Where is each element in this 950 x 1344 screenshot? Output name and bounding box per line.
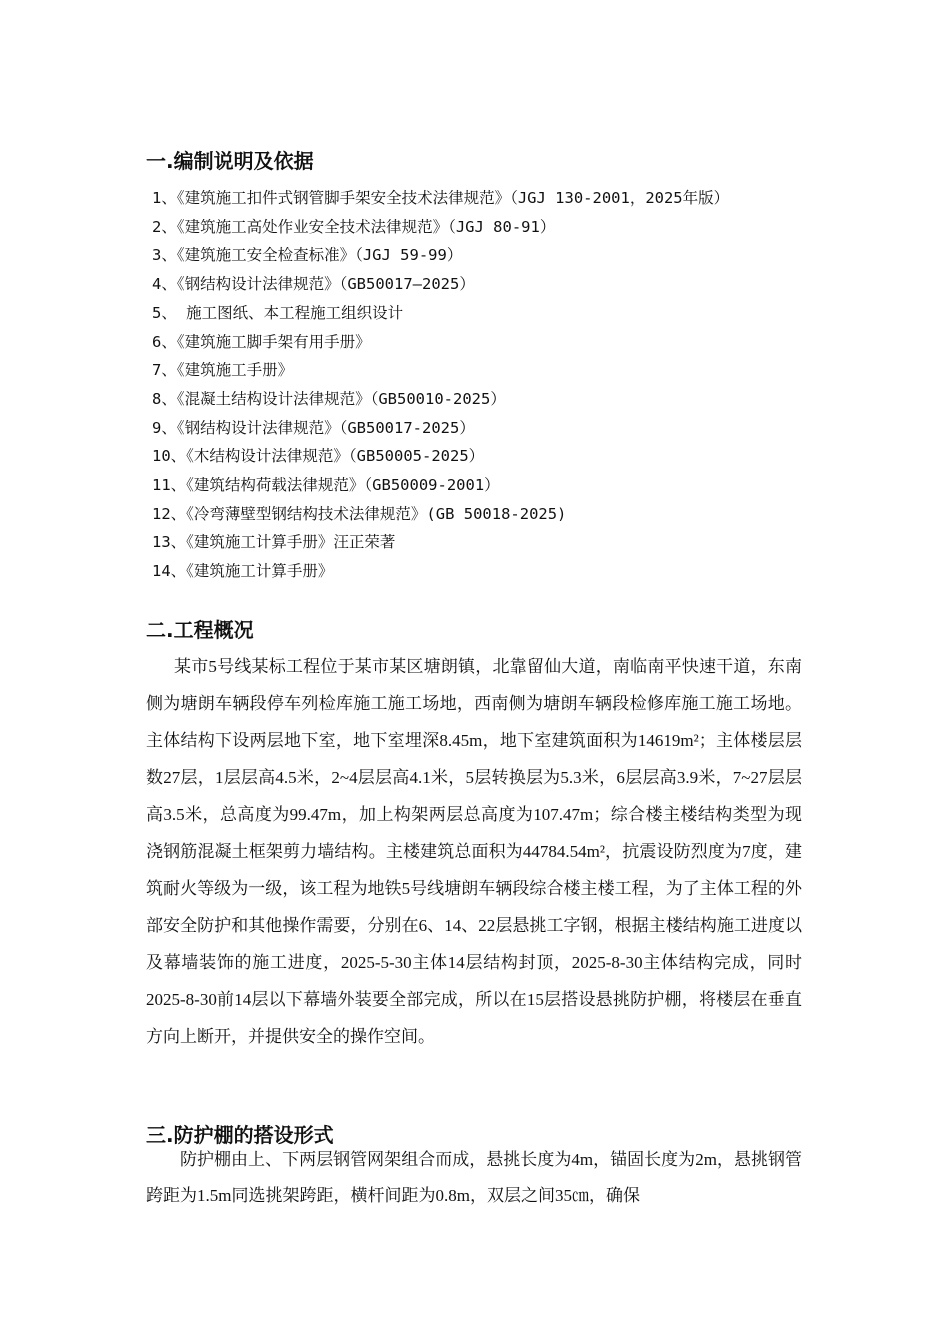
- list-item: 3、《建筑施工安全检查标准》（JGJ 59-99）: [152, 246, 463, 265]
- list-item: 12、《冷弯薄壁型钢结构技术法律规范》(GB 50018-2025): [152, 504, 567, 523]
- list-item: 5、 施工图纸、本工程施工组织设计: [152, 303, 404, 322]
- list-item: 14、《建筑施工计算手册》: [152, 562, 334, 581]
- reference-list: [146, 184, 806, 586]
- section-3-heading: 三.防护棚的搭设形式: [146, 1123, 334, 1147]
- list-item: 11、《建筑结构荷载法律规范》（GB50009-2001）: [152, 476, 500, 495]
- shed-form-paragraph: 防护棚由上、下两层钢管网架组合而成，悬挑长度为4m，锚固长度为2m，悬挑钢管跨距为1.5m同选挑架跨距，横杆间距为0.8m，双层之间35㎝，确保: [146, 1150, 802, 1205]
- list-item: 6、《建筑施工脚手架有用手册》: [152, 332, 371, 351]
- section-1-heading: 一.编制说明及依据: [146, 149, 314, 173]
- list-item: 9、《钢结构设计法律规范》（GB50017-2025）: [152, 418, 475, 437]
- list-item: 1、《建筑施工扣件式钢管脚手架安全技术法律规范》（JGJ 130-2001，2025年版）: [152, 189, 730, 207]
- list-item: 13、《建筑施工计算手册》汪正荣著: [152, 533, 396, 552]
- list-item: 4、《钢结构设计法律规范》（GB50017—2025）: [152, 275, 475, 294]
- section-2-heading: 二.工程概况: [146, 618, 254, 642]
- list-item: 2、《建筑施工高处作业安全技术法律规范》（JGJ 80-91）: [152, 217, 556, 236]
- project-overview-paragraph: 某市5号线某标工程位于某市某区塘朗镇，北靠留仙大道，南临南平快速干道，东南侧为塘朗车辆段停车列检库施工施工场地，西南侧为塘朗车辆段检修库施工施工场地。主体结构下设两层地下室，地下室埋深8.45m，地下室建筑面积为14619m²；主体楼层层数27层，1层层高4.5米，2~4层层高4.1米，5层转换层为5.3米，6层层高3.9米，7~27层层高3.5米，总高度为99.47m，加上构架两层总高度为107.47m；综合楼主楼结构类型为现浇钢筋混凝土框架剪力墙结构。主楼建筑总面积为44784.54m²，抗震设防烈度为7度，建筑耐火等级为一级，该工程为地铁5号线塘朗车辆段综合楼主楼工程，为了主体工程的外部安全防护和其他操作需要，分别在6、14、22层悬挑工字钢，根据主楼结构施工进度以及幕墙装饰的施工进度，2025-5-30主体14层结构封顶，2025-8-30主体结构完成，同时2025-8-30前14层以下幕墙外装要全部完成，所以在15层搭设悬挑防护棚，将楼层在垂直方向上断开，并提供安全的操作空间。: [146, 657, 802, 1046]
- list-item: 7、《建筑施工手册》: [152, 361, 294, 380]
- list-item: 10、《木结构设计法律规范》（GB50005-2025）: [152, 447, 485, 466]
- list-item: 8、《混凝土结构设计法律规范》（GB50010-2025）: [152, 389, 506, 408]
